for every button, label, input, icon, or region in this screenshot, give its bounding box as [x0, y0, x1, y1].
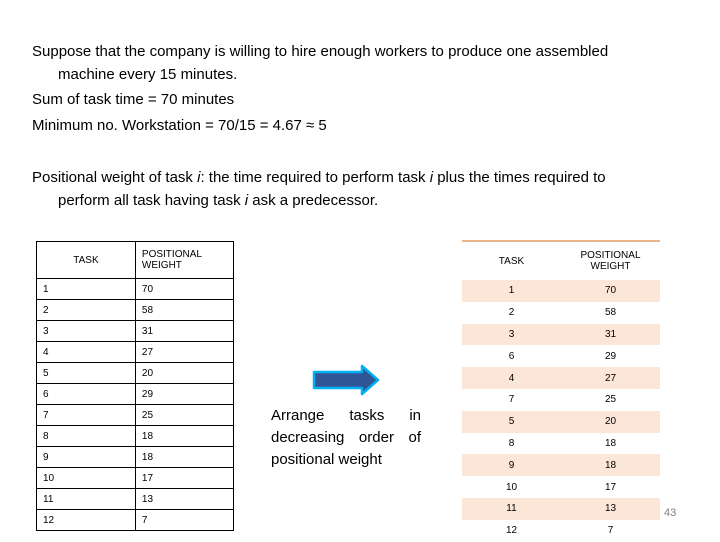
positional-weight-definition: Positional weight of task i: the time required to perform task i plus the times required to perform all task having task i ask a predecessor.: [32, 169, 606, 209]
table-row: [37, 384, 234, 405]
table-header-row: [462, 241, 660, 280]
cell-task: 7: [37, 405, 136, 426]
cell-task: 7: [508, 394, 515, 406]
cell-task: 12: [37, 510, 136, 531]
cell-positional-weight: 7: [607, 525, 614, 537]
positional-weight-table-original: [36, 241, 234, 531]
table-row: [462, 324, 660, 346]
table-row: [37, 468, 234, 489]
table-row: [462, 433, 660, 455]
cell-positional-weight: 18: [561, 454, 660, 476]
table-row: [37, 510, 234, 531]
cell-positional-weight: 18: [135, 447, 233, 468]
table-row: [462, 454, 660, 476]
cell-positional-weight: 13: [135, 489, 233, 510]
cell-positional-weight: 29: [135, 384, 233, 405]
cell-task: 2: [508, 307, 515, 319]
cell-task: 2: [37, 300, 136, 321]
cell-task: 6: [37, 384, 136, 405]
cell-task: 4: [462, 367, 561, 389]
table-row: [462, 367, 660, 389]
arrange-note: Arrange tasks in decreasing order of positional weight: [271, 407, 421, 468]
table-row: [37, 405, 234, 426]
cell-positional-weight: 17: [135, 468, 233, 489]
table-row: [37, 426, 234, 447]
cell-task: 4: [37, 342, 136, 363]
table-row: [37, 447, 234, 468]
cell-task: 5: [37, 363, 136, 384]
cell-positional-weight: 13: [561, 498, 660, 520]
cell-positional-weight: 25: [604, 394, 617, 406]
intro-line-1: Suppose that the company is willing to hire enough workers to produce one assembled: [32, 43, 609, 60]
table-row: [37, 489, 234, 510]
cell-task: 1: [462, 280, 561, 302]
table-row: [37, 279, 234, 300]
cell-positional-weight: 70: [561, 280, 660, 302]
table-row: [37, 363, 234, 384]
table-row: [462, 280, 660, 302]
table-header-row: [37, 242, 234, 279]
cell-task: 5: [462, 411, 561, 433]
table-row: [462, 389, 660, 411]
table-row: [37, 300, 234, 321]
cell-task: 11: [462, 498, 561, 520]
cell-positional-weight: 20: [135, 363, 233, 384]
table-row: [462, 345, 660, 367]
right-arrow-icon: [312, 364, 380, 396]
table-row: [462, 411, 660, 433]
cell-task: 1: [37, 279, 136, 300]
header-task: TASK: [37, 242, 136, 279]
cell-positional-weight: 18: [604, 437, 617, 449]
cell-positional-weight: 70: [135, 279, 233, 300]
intro-line-1-continued: machine every 15 minutes.: [58, 66, 238, 83]
cell-task: 3: [462, 324, 561, 346]
cell-positional-weight: 18: [135, 426, 233, 447]
cell-task: 6: [508, 350, 515, 362]
slide-number: 43: [664, 507, 677, 519]
intro-paragraph: [32, 40, 692, 86]
table-row: [462, 498, 660, 520]
cell-positional-weight: 58: [604, 307, 617, 319]
cell-positional-weight: 17: [604, 481, 617, 493]
cell-positional-weight: 31: [561, 324, 660, 346]
cell-positional-weight: 27: [561, 367, 660, 389]
header-positional-weight: POSITIONAL WEIGHT: [135, 242, 233, 279]
table-row: [37, 342, 234, 363]
cell-task: 12: [505, 525, 518, 537]
cell-positional-weight: 20: [561, 411, 660, 433]
cell-positional-weight: 27: [135, 342, 233, 363]
cell-positional-weight: 7: [135, 510, 233, 531]
cell-task: 10: [505, 481, 518, 493]
table-row: [37, 321, 234, 342]
cell-positional-weight: 58: [135, 300, 233, 321]
cell-task: 8: [508, 437, 515, 449]
cell-task: 11: [37, 489, 136, 510]
task-time-sum: Sum of task time = 70 minutes: [32, 91, 235, 108]
cell-task: 3: [37, 321, 136, 342]
table-row: [462, 476, 660, 498]
cell-positional-weight: 25: [135, 405, 233, 426]
header-positional-weight: POSITIONAL WEIGHT: [561, 241, 660, 280]
cell-task: 10: [37, 468, 136, 489]
cell-task: 9: [462, 454, 561, 476]
cell-positional-weight: 31: [135, 321, 233, 342]
header-task: TASK: [462, 241, 561, 280]
cell-task: 8: [37, 426, 136, 447]
table-row: [462, 302, 660, 324]
cell-task: 9: [37, 447, 136, 468]
cell-positional-weight: 29: [604, 350, 617, 362]
positional-weight-table-sorted: [462, 240, 660, 542]
table-row: [462, 520, 660, 542]
min-workstation: Minimum no. Workstation = 70/15 = 4.67 ≈ 5: [32, 117, 327, 134]
